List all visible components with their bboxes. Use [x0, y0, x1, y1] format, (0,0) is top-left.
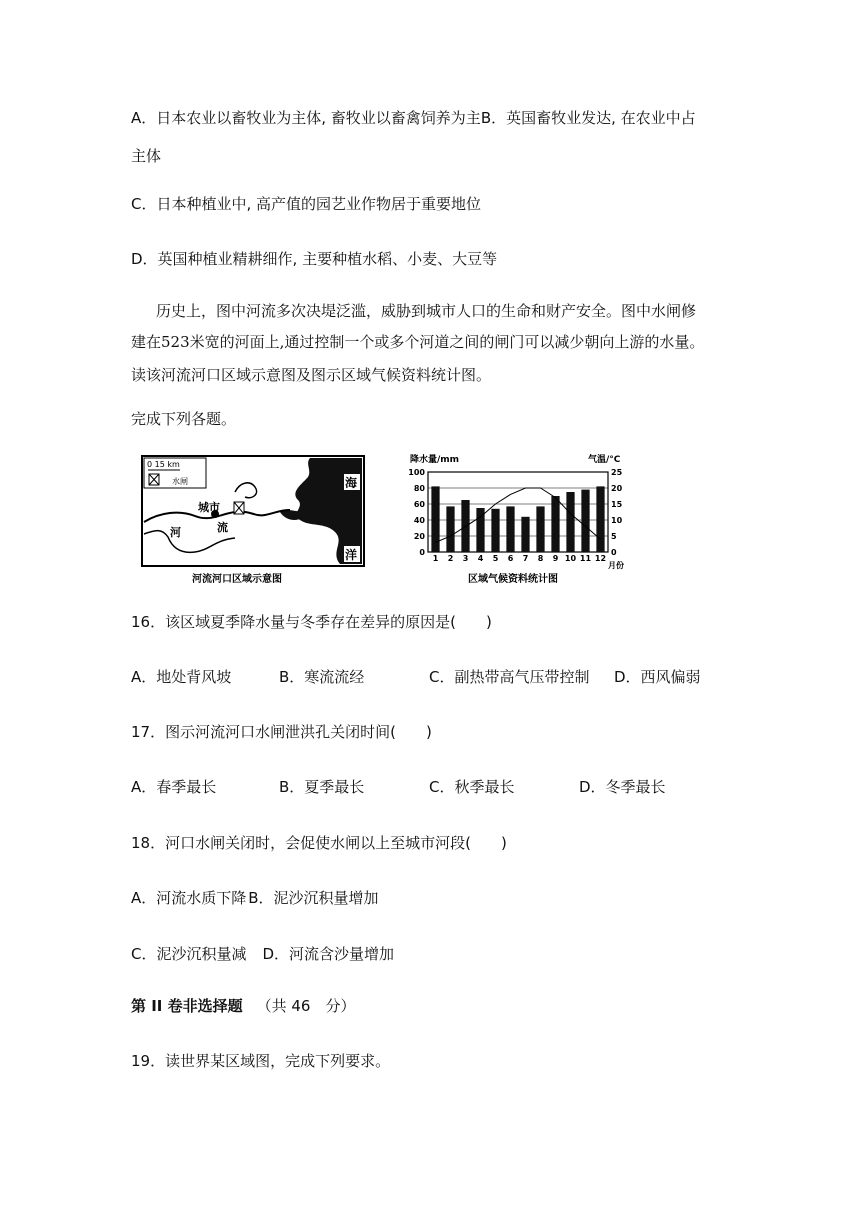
- month-tick-label: 10: [564, 554, 577, 563]
- month-tick-label: 9: [552, 554, 559, 563]
- q16-option-a: A．地处背风坡: [131, 668, 232, 686]
- q17-option-b: B．夏季最长: [279, 778, 365, 796]
- q17-stem: 17．图示河流河口水闸泄洪孔关闭时间( ): [131, 723, 432, 741]
- month-tick-label: 2: [447, 554, 454, 563]
- right-tick-label: 10: [611, 516, 623, 525]
- q18-stem: 18．河口水闸关闭时，会促使水闸以上至城市河段( ): [131, 834, 507, 852]
- q19-stem: 19．读世界某区域图，完成下列要求。: [131, 1052, 391, 1070]
- month-tick-label: 5: [492, 554, 499, 563]
- q15-option-b-text: B．英国畜牧业发达, 在农业中占: [480, 109, 696, 127]
- month-tick-label: 11: [579, 554, 592, 563]
- plot-frame: [428, 472, 608, 552]
- q16-stem: 16．该区域夏季降水量与冬季存在差异的原因是( ): [131, 613, 492, 631]
- left-tick-label: 80: [413, 484, 425, 493]
- precip-bar: [446, 506, 454, 552]
- month-tick-label: 8: [537, 554, 544, 563]
- left-tick-label: 20: [413, 532, 425, 541]
- right-tick-label: 15: [611, 500, 623, 509]
- precip-bar: [491, 509, 499, 552]
- section-title: 第 II 卷非选择题: [131, 997, 243, 1015]
- left-tick-label: 0: [419, 548, 425, 557]
- left-tick-label: 40: [413, 516, 425, 525]
- q15-option-a-text: A．日本农业以畜牧业为主体, 畜牧业以畜禽饲养为主: [131, 109, 481, 127]
- month-tick-label: 12: [594, 554, 607, 563]
- city-label: 城市: [198, 501, 220, 514]
- q16-option-b: B．寒流流经: [279, 668, 365, 686]
- passage-line-2: 建在523米宽的河面上,通过控制一个或多个河道之间的闸门可以减少朝向上游的水量。: [131, 333, 705, 351]
- q16-option-d: D．西风偏弱: [614, 668, 701, 686]
- precip-bar: [536, 506, 544, 552]
- river-label-2: 流: [217, 521, 228, 534]
- figures-area: [140, 452, 640, 592]
- right-tick-label: 20: [611, 484, 623, 493]
- precip-bar: [521, 517, 529, 552]
- sea-label-1: 海: [345, 476, 358, 490]
- map-caption: 河流河口区域示意图: [192, 574, 282, 585]
- estuary-map: [140, 452, 370, 592]
- q18-option-b: B．泥沙沉积量增加: [248, 889, 379, 907]
- river-label-1: 河: [170, 526, 181, 539]
- precip-bar: [551, 496, 559, 552]
- passage-line-1: 历史上，图中河流多次决堤泛滥，威胁到城市人口的生命和财产安全。图中水闸修: [156, 302, 697, 320]
- month-tick-label: 6: [507, 554, 514, 563]
- q16-option-c: C．副热带高气压带控制: [429, 668, 590, 686]
- right-tick-label: 25: [611, 468, 623, 477]
- month-tick-label: 1: [432, 554, 439, 563]
- q15-option-a: [131, 108, 696, 128]
- q18-options-row-1: [131, 888, 379, 908]
- x-axis-label: 月份: [608, 561, 624, 570]
- q17-option-d: D．冬季最长: [579, 778, 666, 796]
- right-tick-label: 0: [611, 548, 617, 557]
- section-heading: [131, 996, 355, 1016]
- q18-option-a: A．河流水质下降: [131, 889, 247, 907]
- precip-bar: [581, 490, 589, 552]
- precip-bar: [566, 492, 574, 552]
- passage-line-3: 读该河流河口区域示意图及图示区域气候资料统计图。: [131, 366, 492, 384]
- q15-option-c: C．日本种植业中, 高产值的园艺业作物居于重要地位: [131, 195, 482, 213]
- q17-option-c: C．秋季最长: [429, 778, 515, 796]
- precip-bar: [506, 506, 514, 552]
- month-tick-label: 3: [462, 554, 469, 563]
- q18-option-c: C．泥沙沉积量减: [131, 945, 247, 963]
- sea-label-2: 洋: [345, 548, 358, 562]
- month-tick-label: 4: [477, 554, 484, 563]
- precip-bar: [596, 486, 604, 552]
- left-axis-label: 降水量/mm: [410, 455, 460, 465]
- left-tick-label: 100: [408, 468, 425, 477]
- chart-caption: 区域气候资料统计图: [468, 574, 558, 585]
- temperature-line: [436, 488, 601, 542]
- climate-chart: [398, 452, 653, 592]
- q15-option-b-cont: 主体: [131, 147, 162, 165]
- right-tick-label: 5: [611, 532, 617, 541]
- sluice-legend-label: 水闸: [172, 477, 188, 486]
- left-tick-label: 60: [413, 500, 425, 509]
- q15-option-d: D．英国种植业精耕细作, 主要种植水稻、小麦、大豆等: [131, 250, 498, 268]
- q17-option-a: A．春季最长: [131, 778, 217, 796]
- instruction: 完成下列各题。: [131, 410, 237, 428]
- month-tick-label: 7: [522, 554, 529, 563]
- scale-label: 0 15 km: [147, 460, 180, 469]
- right-axis-label: 气温/°C: [588, 455, 621, 465]
- section-score: （共 46 分）: [256, 997, 356, 1015]
- q18-option-d: D．河流含沙量增加: [262, 945, 395, 963]
- q18-options-row-2: [131, 944, 394, 964]
